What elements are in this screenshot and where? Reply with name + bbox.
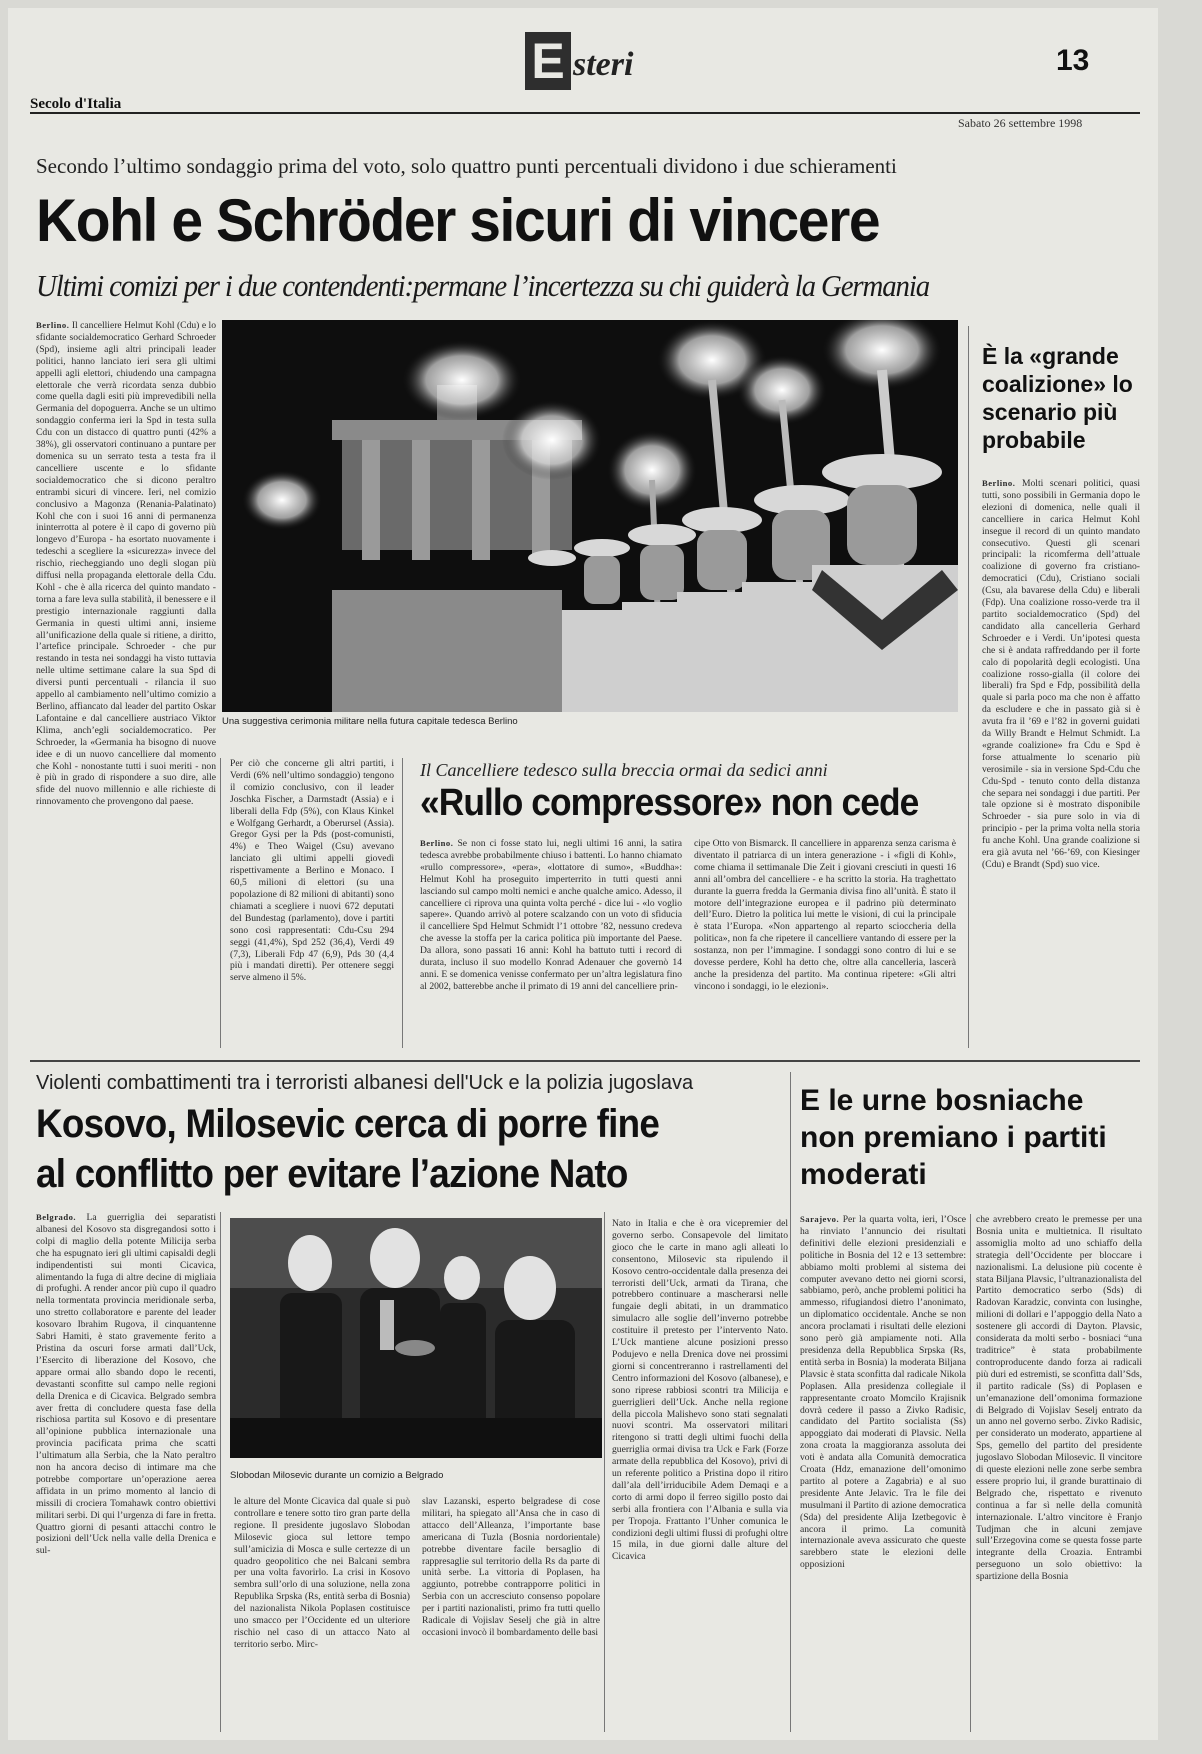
torch-ceremony-image [222, 320, 958, 712]
kosovo-body-col2: le alture del Monte Cicavica dal quale si può controllare e tenere sotto tiro gran parte della regione. Il presidente jugoslavo Slobodan Milosevic gioca sul lettore tempo sull’amicizia di Mosca e sulle certezze di un quadro geopolitico che nei Balcani sembra per una volta favorirlo. La crisi in Kosovo sembra sull’orlo di una soluzione, nella zona Republika Srpska (Rs, entità serba di Bosnia) del nazionalista Nikola Poplasen costituisce uno smacco per l’Occidente ed un ulteriore rischio nel caso di un attacco Nato al territorio serbo. Mirc- [234, 1496, 410, 1650]
bosnia-body-col2: che avrebbero creato le premesse per una Bosnia unita e multietnica. Il risultato assomiglia molto ad uno schiaffo della strategia dell’Occidente per bloccare i nazionalismi. La delusione più cocente è stata Biljana Plavsic, l’ultranazionalista del Partito democratico serbo (Sds) di Radovan Karadzic, convinta con lusinghe, milioni di dollari e l’appoggio della Nato a sostenere gli accordi di Dayton. Plavsic, considerata da molti serbo - bosniaci “una traditrice” è stata probabilmente controproducente dando forza ai radicali più duri ed estremisti, se sconfitta dall’Sds, il partito radicale (Ss) di Poplasen e un’emanazione dell’omonima formazione di Belgrado di Vojislav Seselj entrato da un anno nel governo serbo. Zivko Radisic, per considerato un moderato, appartiene al Sps, gemello del partito del presidente jugoslavo Slobodan Milosevic. Il vincitore di queste elezioni nelle zone serbe sembra essere proprio lui, il grande burattinaio di Belgrado che, rispettato e rivenuto continua a far sì nelle della comunità internazionale. L’altro vincitore è Franjo Tudjman che in alcuni zemjave sull’Erzegovina come se questa fosse parte integrante della Croazia. Entrambi perseguono un solo obiettivo: la spartizione della Bosnia [976, 1214, 1142, 1583]
second-headline: «Rullo compressore» non cede [420, 782, 919, 824]
section-letter: E [525, 32, 571, 90]
newspaper-page [8, 8, 1158, 1740]
column-divider [220, 758, 221, 1048]
second-body-col2: cipe Otto von Bismarck. Il cancelliere in apparenza senza carisma è diventato il patriarca di un intera generazione - i «figli di Kohl», come chiama il settimanale Die Zeit i giovani cresciuti in questi 16 anni all’ombra del cancelliere - e ha scritto la storia. Ha traghettato durante la guerra fredda la Germania divisa fino all’unità. È stato il motore dell’integrazione europea e il padrino più determinato dell’Euro. Dietro la politica lui mette le visioni, di cui la principale è stata l’Europa. «Non appartengo al reparto scioccheria della politica», non fa che ripetere il cancelliere vantando di essere per la sostanza, non per l’immagine. I sondaggi sono contro di lui e se dovesse perdere, Kohl ha detto che, oltre alla cancelleria, lascerà anche la presidenza del partito. Ma continua ripetere: «Gli altri vincono i sondaggi, io le elezioni». [694, 838, 956, 992]
kosovo-photo-caption: Slobodan Milosevic durante un comizio a Belgrado [230, 1470, 444, 1481]
page-number: 13 [1056, 44, 1090, 77]
section-title: steri [573, 46, 634, 83]
second-body-col1: Berlino. Se non ci fosse stato lui, negli ultimi 16 anni, la satira tedesca avrebbe probabilmente chiuso i battenti. Lo hanno chiamato «rullo compressore», «pera», «lottatore di sumo», «Buddha»: Helmut Kohl ha proseguito imperterrito in tutti questi anni lasciando sul campo molti nemici e anche qualche amico. Adesso, il cancelliere ci riprova una quinta volta perché - dice lui - «lo voglio sapere». Quando arrivò al potere scalzando con un voto di sfiducia il cancelliere Spd Helmut Schmidt l’1 ottobre ’82, nessuno credeva che avesse la stoffa per la carica politica più importante del Paese. Da allora, sono passati 16 anni: Kohl ha battuto tutti i record di durata, incluso il suo modello Konrad Adenauer che governò 14 anni. E se domenica venisse confermato per un’altra legislatura fino al 2002, batterebbe anche il primato di 19 anni del cancelliere prin- [420, 838, 682, 992]
bosnia-headline: E le urne bosniache non premiano i partiti moderati [800, 1084, 1107, 1191]
lead-body-col2: Per ciò che concerne gli altri partiti, i Verdi (6% nell’ultimo sondaggio) tengono il comizio conclusivo, con il leader Joschka Fischer, a Darmstadt (Assia) e i liberali della Fdp (5%), con Klaus Kinkel e Wolfgang Gerhardt, a Oberursel (Assia). Gregor Gysi per la Pds (post-comunisti, 4%) e Theo Waigel (Csu) avevano lanciato gli ultimi appelli giovedì rispettivamente a Berlino e Monaco. I 60,5 milioni di elettori (su una popolazione di 82 milioni di abitanti) sono chiamati a scegliere i nuovi 672 deputati del Bundestag (parlamento), dove i partiti sono così rappresentati: Cdu-Csu 294 seggi (41,4%), Spd 252 (36,4), Verdi 49 (7,3), Liberali Fdp 47 (6,9), Pds 30 (4,4 più i mandati diretti). Per ottenere seggi serve almeno il 5%. [230, 758, 394, 984]
column-divider [790, 1072, 791, 1732]
lead-photo [222, 320, 958, 712]
section-separator [30, 1060, 1140, 1062]
lead-photo-caption: Una suggestiva cerimonia militare nella futura capitale tedesca Berlino [222, 716, 518, 727]
second-kicker: Il Cancelliere tedesco sulla breccia ormai da sedici anni [420, 760, 828, 780]
kosovo-body-col4: Nato in Italia e che è ora vicepremier del governo serbo. Consapevole del limitato gioco che le carte in mano agli alleati lo consentono, Milosevic sta ripulendo il Kosovo centro-occidentale dalla presenza dei terroristi dell’Uck, armati da Tirana, che potrebbero continuare a mascherarsi nelle fungaie degli abitati, in un drammatico simulacro alle soglie dell’inverno potrebbe costituire il pretesto per l’intervento Nato. L’Uck mantiene alcune posizioni presso Podujevo e nella Drenica dove nei prossimi giorni si concentreranno i rastrellamenti del Centro informazioni del Kosovo (albanese), e sono riprese rabbiosi scontri tra Milicija e guerriglieri dell’Uck. Anche nella regione della piccola Malishevo sono stati segnalati nuovi scontri. Ma osservatori militari ritengono si tratti degli ultimi fuochi della guerriglia ormai divisa tra Uck e Fark (Forze armate della repubblica del Kosovo), privi di un referente politico a Pristina dopo il ritiro dall’ala dell’irriducibile Adem Demaqi e a corto di armi dopo il ferreo sigillo posto dai serbi alla frontiera con l’Albania e sulla via per Tropoja. Frattanto l’Unher comunica le condizioni degli ultimi flussi di profughi oltre 15 mila, in due giorni dalle alture del Cicavica [612, 1218, 788, 1563]
column-divider [968, 326, 969, 1048]
lead-body-col1: Berlino. Il cancelliere Helmut Kohl (Cdu) e lo sfidante socialdemocratico Gerhard Schroeder (Spd), insieme agli altri principali leader politici, hanno lanciato ieri sera gli ultimi appelli agli elettori, chiudendo una campagna elettorale che verrà ricordata senza dubbio come quella dagli esiti più imprevedibili nella Germania del dopoguerra. Anche se un ultimo sondaggio conferma ieri la Spd in testa sulla Cdu con un distacco di quattro punti (42% a 38%), gli osservatori continuano a puntare per domenica su un serrato testa a testa fra il cancelliere uscente e lo sfidante socialdemocratico che si dicono peraltro entrambi sicuri di vincere. Ieri, nel comizio conclusivo a Magonza (Renania-Palatinato) Kohl che con i suoi 16 anni di permanenza ininterrotta al potere è il capo di governo più longevo d’Europa - ha esortato nuovamente i tedeschi a scegliere la «sicurezza» invece del rischio, riecheggiando uno degli slogan più diffusi nella propaganda elettorale della Cdu. Kohl - che è alla ricerca del quinto mandato - torna a fare leva sulla stabilità, il benessere e il prestigio internazionale raggiunti dalla Germania in questi ultimi anni, insieme all’unificazione della quale si ritiene, a diritto, l’artefice principale. Schroeder - che pur restando in testa nei sondaggi ha visto tuttavia nelle ultime settimane calare la sua Spd di diversi punti percentuali - rilancia il suo appello al cambiamento nell’ultimo comizio a Berlino, affiancato dal leader del partito Oskar Lafontaine e dal cancelliere austriaco Viktor Klima, anch’egli socialdemocratico. Per Schroeder, la «Germania ha bisogno di nuove idee e di un nuovo cancelliere dal momento che Kohl - nonostante tutti i suoi meriti - non è più in grado di rispondere a suo dire, alle sfide del nuovo millennio e alle richieste di rinnovamento che provengono dal paese. [36, 320, 216, 808]
side-headline: È la «grande coalizione» lo scenario più probabile [982, 343, 1133, 453]
kosovo-headline-line2: al conflitto per evitare l’azione Nato [36, 1152, 628, 1196]
lead-headline: Kohl e Schröder sicuri di vincere [36, 187, 880, 254]
masthead-rule [30, 112, 1140, 114]
kosovo-photo [230, 1218, 602, 1458]
lead-kicker: Secondo l’ultimo sondaggio prima del voto, solo quattro punti percentuali dividono i due schieramenti [36, 154, 897, 178]
kosovo-body-col1: Belgrado. La guerriglia dei separatisti albanesi del Kosovo sta disgregandosi sotto i colpi di maglio della potente Milicija serba che ha espugnato ieri gli ultimi capisaldi degli indipendentisti sui monti Cicavica, alimentando la fuga di altre decine di migliaia di profughi. A render ancor più cupo il quadro nella tormentata provincia meridionale serba, uno stretto collaboratore e parente del leader kosovaro Ibrahim Rugova, il cinquantenne Sabri Hamiti, è stato gravemente ferito a Pristina da oscuri forse armati dall’Uck, l’Esercito di liberazione del Kosovo, che appare ormai allo sbando dopo le recenti, devastanti sconfitte sul campo nelle regioni della Drenica e di Cicavica. Belgrado sembra aver fretta di concludere questa fase della rischiosa partita sul Kosovo e di presentare all’opinione pubblica internazionale una provincia pacificata prima che scatti l’ultimatum alla Serbia, che la Nato peraltro non ha ancora deciso di intimare ma che potrebbe comportare un’operazione aerea affidata in un primo momento al lancio di missili di crociera Tomahawk contro obiettivi militari serbi. Di qui l’urgenza di fare in fretta. Quattro giorni di pesanti attacchi contro le posizioni dell’Uck nella valle della Drenica e sul- [36, 1212, 216, 1557]
bosnia-body-col1: Sarajevo. Per la quarta volta, ieri, l’Osce ha rinviato l’annuncio dei risultati definitivi delle elezioni presidenziali e politiche in Bosnia del 12 e 13 settembre: abbiamo molti problemi al sistema dei computer avevano detto nei giorni scorsi, sabbiamo, però, anche problemi politici ha ammesso, rifugiandosi dietro l’anonimato, un diplomatico occidentale. Anche se non ancora proclamati i risultati delle elezioni sono però già ampiamente noti. Alla presidenza della Repubblica Srpska (Rs, entità serba in Bosnia) la moderata Biljana Plavsic è stata sconfitta dal radicale Nikola Poplasen. Alla presidenza collegiale il rappresentante croato Momcilo Krajisnik dovrà cedere il passo a Zivko Radisic, candidato del Partito socialista (Ss) appoggiato dai moderati di Plavsic. Nella zona croata la maggioranza assoluta dei voti è andata alla Comunità democratica Croata (Hdz, emanazione dell’omonimo partito al potere a Zagabria) e al suo presidente Ante Jelavic. Tra le file dei musulmani il Partito di azione democratica (Sda) del presidente Alija Izetbegovic è ancora il primo. La comunità internazionale aveva assicurato che queste sarebbero state le elezioni delle opposizioni [800, 1214, 966, 1571]
brand-logo: Secolo d'Italia [30, 96, 122, 112]
column-divider [970, 1214, 971, 1732]
column-divider [220, 1212, 221, 1732]
side-body: Berlino. Molti scenari politici, quasi tutti, sono possibili in Germania dopo le elezioni di domenica, nelle quali il cancelliere in carica Helmut Kohl insegue il record di un quinto mandato consecutivo. Questi gli scenari principali: la ricomferma dell’attuale coalizione di governo fra cristiano-democratici (Cdu), Cristiano sociali (Csu, ala bavarese della Cdu) e liberali (Fdp). Una coalizione rosso-verde tra il partito socialdemocratico (Spd) del candidato alla cancelleria Gerhard Schroeder e i Verdi. Un’ipotesi questa che si è andata raffreddando per il forte calo di popolarità degli ecologisti. Una coalizione rosso-gialla (il colore dei liberali) fra Spd e Fdp, possibilità della quale si parla poco ma che non è affatto da escludere e che in passato già si è avuta fra il ’69 e l’82 in governi guidati da Willy Brandt e Helmut Schmidt. La «grande coalizione» fra Cdu e Spd è forse attualmente lo scenario più verosimile - sia in versione Spd-Cdu che Cdu-Spd - tenuto conto della distanza che separa nei sondaggi i due partiti. Per tale opzione si è mostrato disponibile Schroeder - sia pure solo in via di principio - per la prima volta nella storia fu anche Kohl. Una grande coalizione si era già avuta nel ’66-’69, con Kiesinger (Cdu) e Brandt (Spd) suo vice. [982, 478, 1140, 870]
lead-deck: Ultimi comizi per i due contendenti:permane l’incertezza su chi guiderà la Germania [36, 268, 930, 303]
column-divider [604, 1212, 605, 1732]
kosovo-body-col3: slav Lazanski, esperto belgradese di cose militari, ha spiegato all’Ansa che in caso di attacco dell’Alleanza, l’importante base americana di Tuzla (Bosnia nordorientale) potrebbe diventare facile bersaglio di rappresaglie sul territorio della Rs da parte di unità serbe. La vittoria di Poplasen, ha aggiunto, potrebbe contrapporre politici in Serbia con un accresciuto consenso popolare per i partiti nazionalisti, primo fra tutti quello Radicale di Vojislav Seselj che già in altre occasioni invocò il bombardamento delle basi [422, 1496, 600, 1638]
issue-date: Sabato 26 settembre 1998 [958, 116, 1083, 130]
milosevic-rally-image [230, 1218, 602, 1458]
column-divider [402, 758, 403, 1048]
kosovo-headline-line1: Kosovo, Milosevic cerca di porre fine [36, 1102, 660, 1146]
kosovo-kicker: Violenti combattimenti tra i terroristi albanesi dell'Uck e la polizia jugoslava [36, 1072, 694, 1094]
